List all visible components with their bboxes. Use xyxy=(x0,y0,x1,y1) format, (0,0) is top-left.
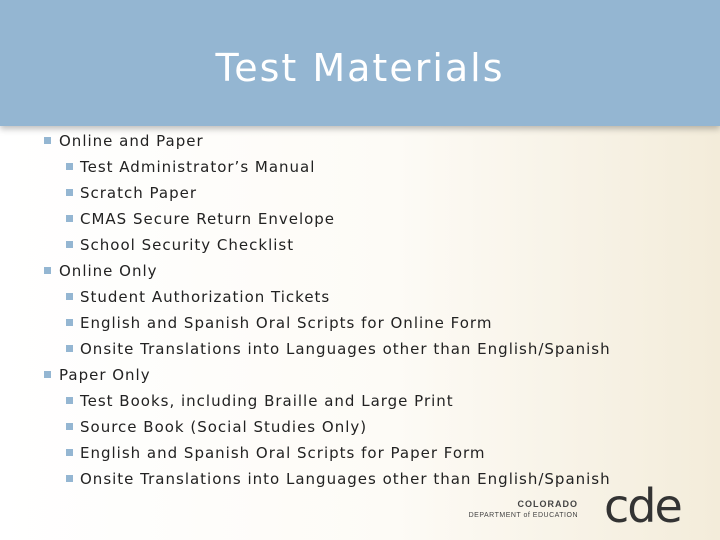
list-item xyxy=(42,154,712,180)
section-heading-label: Paper Only xyxy=(59,366,151,384)
square-bullet-icon xyxy=(44,267,51,274)
list-item-label: Test Books, including Braille and Large Print xyxy=(80,392,454,410)
section-heading-label: Online and Paper xyxy=(59,132,204,150)
square-bullet-icon xyxy=(66,449,73,456)
list-item-label: CMAS Secure Return Envelope xyxy=(80,210,336,228)
list-item-label: Student Authorization Tickets xyxy=(80,288,331,306)
section-heading xyxy=(42,128,712,154)
logo-department-text: DEPARTMENT of EDUCATION xyxy=(468,512,578,519)
logo-state-text: COLORADO xyxy=(517,499,578,509)
square-bullet-icon xyxy=(66,241,73,248)
list-item-label: English and Spanish Oral Scripts for Paper Form xyxy=(80,444,486,462)
square-bullet-icon xyxy=(66,189,73,196)
list-item-label: Onsite Translations into Languages other than English/Spanish xyxy=(80,340,611,358)
square-bullet-icon xyxy=(66,475,73,482)
list-item xyxy=(42,284,712,310)
list-item xyxy=(42,232,712,258)
list-item xyxy=(42,206,712,232)
list-item xyxy=(42,440,712,466)
list-item-label: Source Book (Social Studies Only) xyxy=(80,418,368,436)
list-item-label: Onsite Translations into Languages other than English/Spanish xyxy=(80,470,611,488)
section-heading xyxy=(42,362,712,388)
square-bullet-icon xyxy=(44,137,51,144)
list-item-label: Test Administrator’s Manual xyxy=(80,158,316,176)
list-item xyxy=(42,336,712,362)
cde-logo xyxy=(468,479,696,533)
bullet-list xyxy=(42,128,712,492)
list-item-label: Scratch Paper xyxy=(80,184,198,202)
list-item xyxy=(42,310,712,336)
list-item-label: School Security Checklist xyxy=(80,236,295,254)
list-item xyxy=(42,414,712,440)
list-item-label: English and Spanish Oral Scripts for Online Form xyxy=(80,314,493,332)
list-item xyxy=(42,388,712,414)
slide-title: Test Materials xyxy=(215,46,505,90)
square-bullet-icon xyxy=(66,423,73,430)
square-bullet-icon xyxy=(66,293,73,300)
list-item xyxy=(42,180,712,206)
section-heading-label: Online Only xyxy=(59,262,158,280)
square-bullet-icon xyxy=(44,371,51,378)
title-banner xyxy=(0,0,720,126)
logo-mark: cde xyxy=(604,479,681,533)
square-bullet-icon xyxy=(66,215,73,222)
section-heading xyxy=(42,258,712,284)
square-bullet-icon xyxy=(66,163,73,170)
square-bullet-icon xyxy=(66,345,73,352)
square-bullet-icon xyxy=(66,397,73,404)
square-bullet-icon xyxy=(66,319,73,326)
